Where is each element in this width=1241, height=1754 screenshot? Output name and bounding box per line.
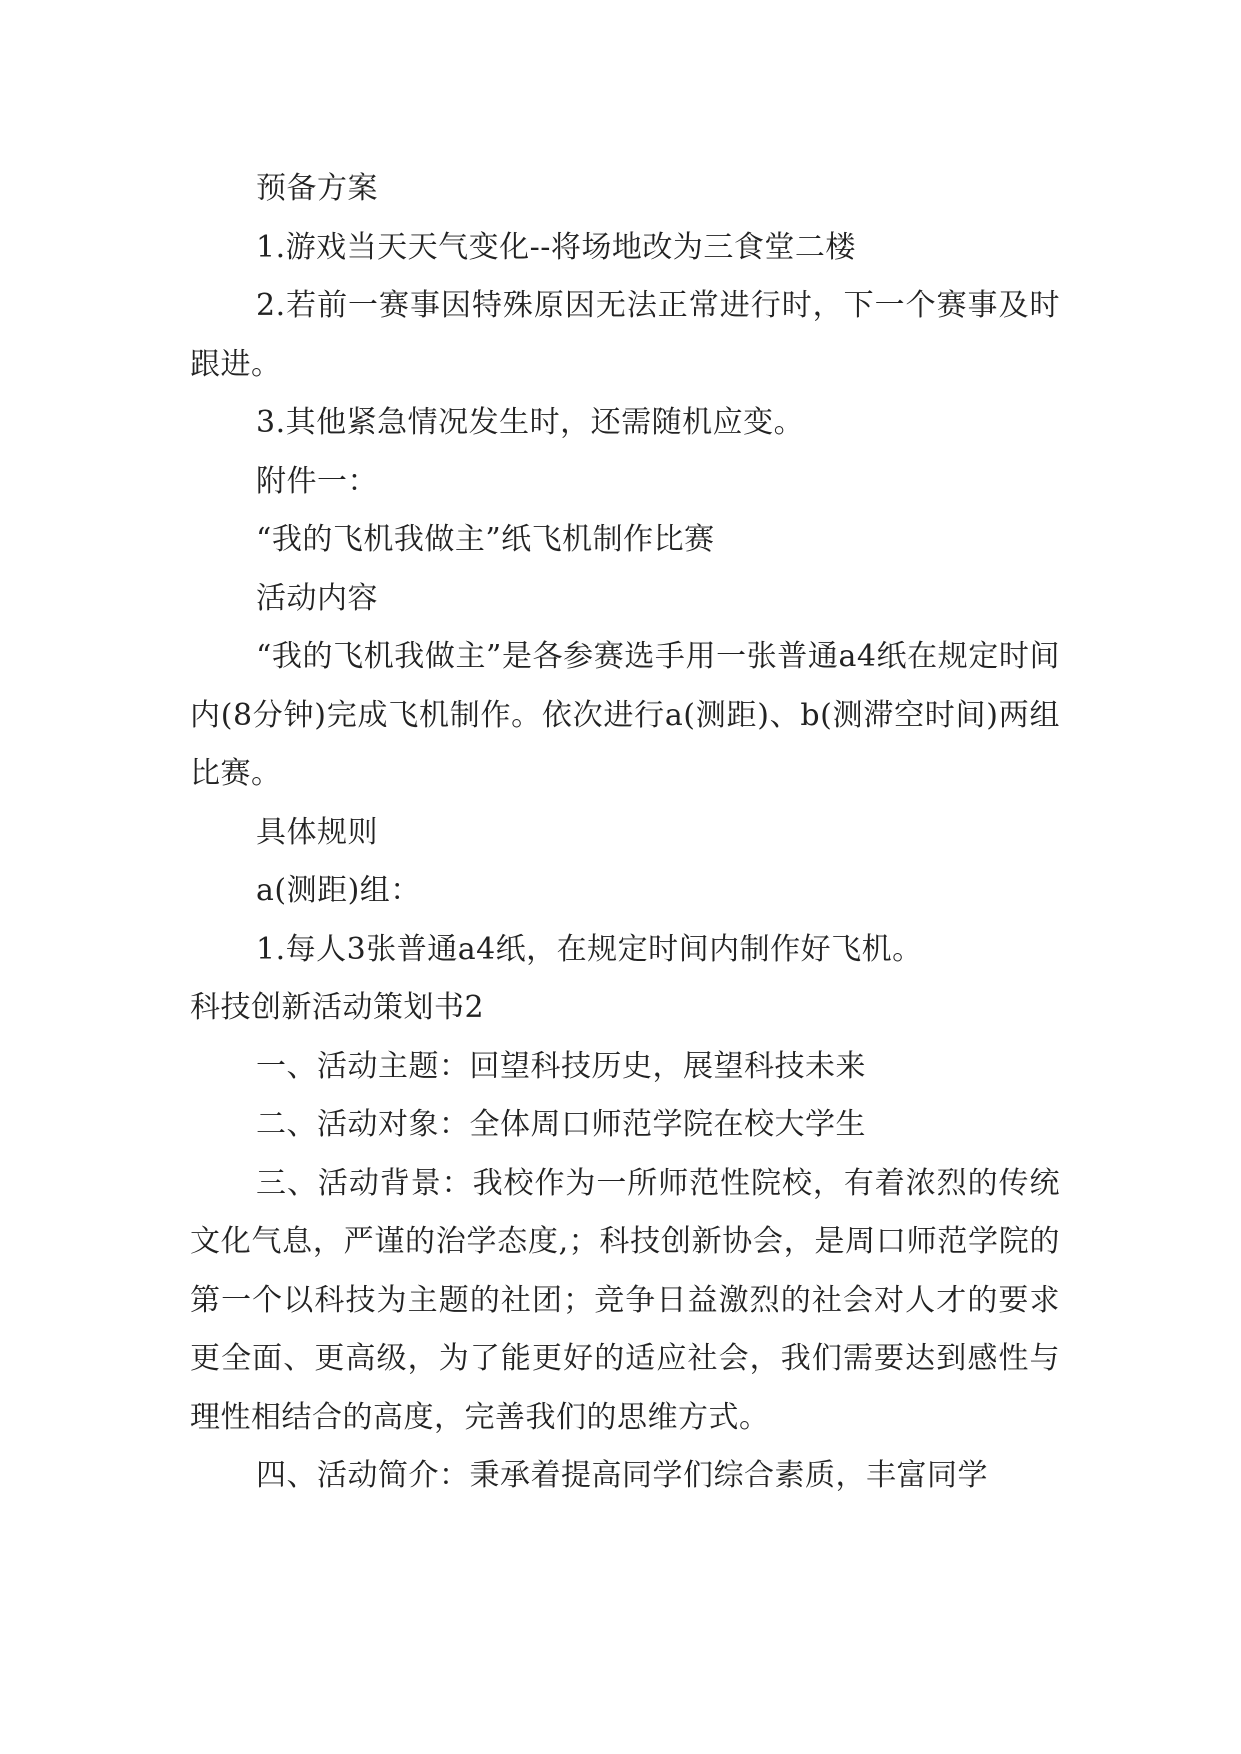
paragraph-audience: 二、活动对象：全体周口师范学院在校大学生 bbox=[256, 1107, 866, 1142]
paragraph-background: 三、活动背景：我校作为一所师范性院校，有着浓烈的传统文化气息，严谨的治学态度,；科技创新协会，是周口师范学院的第一个以科技为主题的社团；竞争日益激烈的社会对人才的要求更全面、更高级，为了能更好的适应社会，我们需要达到感性与理性相结合的高度，完善我们的思维方式。 bbox=[190, 1165, 1060, 1435]
paragraph-section-title-2: 科技创新活动策划书2 bbox=[190, 990, 485, 1025]
paragraph-backup-plan-heading: 预备方案 bbox=[256, 171, 378, 206]
document-body bbox=[190, 160, 1060, 1506]
paragraph-theme: 一、活动主题：回望科技历史，展望科技未来 bbox=[256, 1048, 866, 1084]
paragraph-activity-content-heading: 活动内容 bbox=[256, 580, 378, 616]
paragraph-rule-1: 1.每人3张普通a4纸，在规定时间内制作好飞机。 bbox=[256, 931, 923, 967]
paragraph-activity-content: “我的飞机我做主”是各参赛选手用一张普通a4纸在规定时间内(8分钟)完成飞机制作。依次进行a(测距)、b(测滞空时间)两组比赛。 bbox=[190, 639, 1060, 791]
paragraph-group-a: a(测距)组： bbox=[256, 873, 421, 908]
paragraph-contest-title: “我的飞机我做主”纸飞机制作比赛 bbox=[256, 522, 715, 557]
paragraph-backup-item-3: 3.其他紧急情况发生时，还需随机应变。 bbox=[256, 405, 805, 440]
paragraph-backup-item-1: 1.游戏当天天气变化--将场地改为三食堂二楼 bbox=[256, 229, 856, 265]
paragraph-rules-heading: 具体规则 bbox=[256, 814, 378, 850]
paragraph-backup-item-2: 2.若前一赛事因特殊原因无法正常进行时，下一个赛事及时跟进。 bbox=[190, 288, 1060, 382]
paragraph-attachment-1: 附件一： bbox=[256, 463, 378, 499]
paragraph-introduction: 四、活动简介：秉承着提高同学们综合素质，丰富同学 bbox=[256, 1458, 988, 1493]
